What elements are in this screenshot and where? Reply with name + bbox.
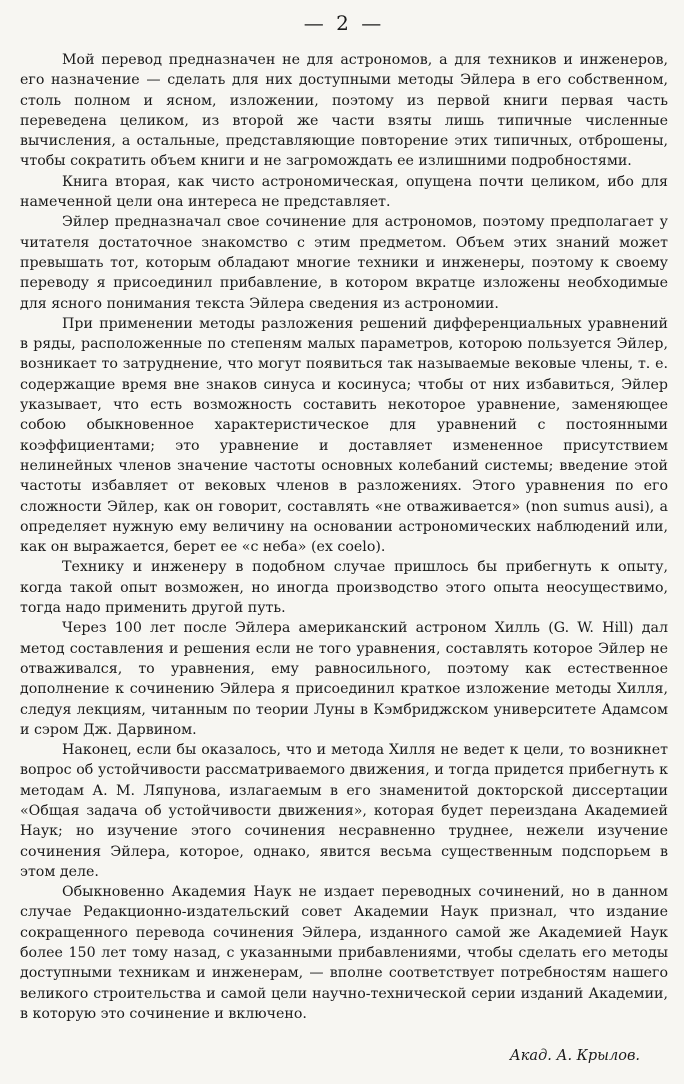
paragraph: Технику и инженеру в подобном случае пришлось бы прибегнуть к опыту, когда такой опыт возможен, но иногда производство этого опыта неосуществимо, тогда надо применить другой путь.: [20, 559, 668, 617]
paragraph: Эйлер предназначал свое сочинение для астрономов, поэтому предполагает у читателя достаточное знакомство с этим предметом. Объем этих знаний может превышать тот, которым обладают многие техники и инженеры, поэтому к своему переводу я присоединил прибавление, в котором вкратце изложены необходимые для ясного понимания текста Эйлера сведения из астрономии.: [20, 214, 668, 312]
paragraph: Мой перевод предназначен не для астрономов, а для техников и инженеров, его назначение — сделать для них доступными методы Эйлера в его собственном, столь полном и ясном, изложении, поэтому из первой книги первая часть переведена целиком, из второй же части взяты лишь типичные численные вычисления, а остальные, представляющие повторение этих типичных, отброшены, чтобы сократить объем книги и не загромождать ее излишними подробностями.: [20, 52, 668, 170]
paragraph: Книга вторая, как чисто астрономическая, опущена почти целиком, ибо для намеченной цели она интереса не представляет.: [20, 173, 668, 211]
page-number: — 2 —: [303, 11, 385, 35]
body-text: [20, 50, 668, 1024]
paragraph: Наконец, если бы оказалось, что и метода Хилля не ведет к цели, то возникнет вопрос об устойчивости рассматриваемого движения, и тогда придется прибегнуть к методам А. М. Ляпунова, излагаемым в его знаменитой докторской диссертации «Общая задача об устойчивости движения», которая будет переиздана Академией Наук; но изучение этого сочинения несравненно труднее, нежели изучение сочинения Эйлера, которое, однако, явится весьма существенным подспорьем в этом деле.: [20, 742, 668, 880]
paragraph: При применении методы разложения решений дифференциальных уравнений в ряды, расположенные по степеням малых параметров, которою пользуется Эйлер, возникает то затруднение, что могут появиться так называемые вековые члены, т. е. содержащие время вне знаков синуса и косинуса; чтобы от них избавиться, Эйлер указывает, что есть возможность составить некоторое уравнение, заменяющее собою обыкновенное характеристическое для уравнений с постоянными коэффициентами; это уравнение и доставляет измененное присутствием нелинейных членов значение частоты основных колебаний системы; введение этой частоты избавляет от вековых членов в разложениях. Этого уравнения по его сложности Эйлер, как он говорит, составлять «не отваживается» (non sumus ausi), а определяет нужную ему величину на основании астрономических наблюдений или, как он выражается, берет ее «с неба» (ex coelo).: [20, 315, 668, 556]
paragraph: Обыкновенно Академия Наук не издает переводных сочинений, но в данном случае Редакционно-издательский совет Академии Наук признал, что издание сокращенного перевода сочинения Эйлера, изданного самой же Академией Наук более 150 лет тому назад, с указанными прибавлениями, чтобы сделать его методы доступными техникам и инженерам, — вполне соответствует потребностям нашего великого строительства и самой цели научно-технической серии изданий Академии, в которую это сочинение и включено.: [20, 884, 668, 1022]
paragraph: Через 100 лет после Эйлера американский астроном Хилль (G. W. Hill) дал метод составления и решения если не того уравнения, составлять которое Эйлер не отваживался, то уравнения, ему равносильного, поэтому как естественное дополнение к сочинению Эйлера я присоединил краткое изложение методы Хилля, следуя лекциям, читанным по теории Луны в Кэмбриджском университете Адамсом и сэром Дж. Дарвином.: [20, 620, 668, 738]
signature: Акад. А. Крылов.: [509, 1048, 640, 1064]
